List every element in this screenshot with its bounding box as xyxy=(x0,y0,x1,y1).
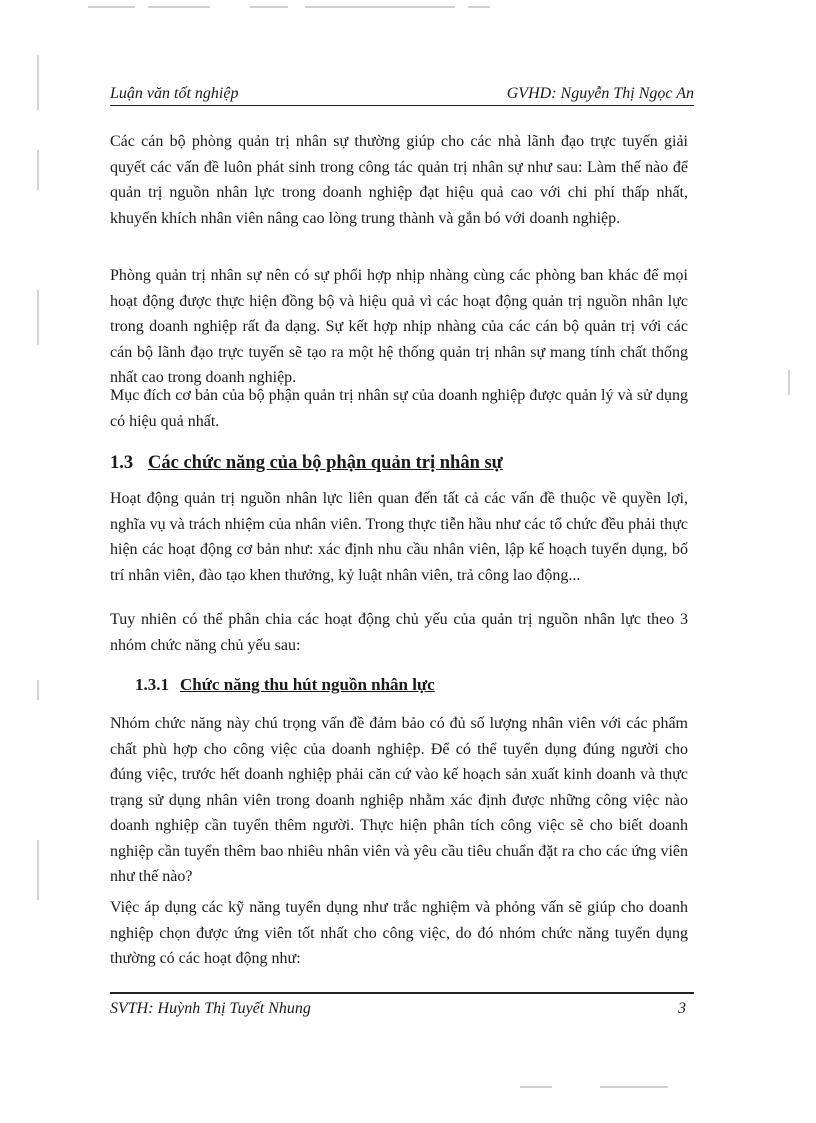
footer-author: SVTH: Huỳnh Thị Tuyết Nhung xyxy=(110,1000,311,1017)
page-number: 3 xyxy=(678,1000,686,1017)
page-header xyxy=(110,84,694,104)
header-divider xyxy=(110,105,694,106)
paragraph-1: Các cán bộ phòng quản trị nhân sự thường giúp cho các nhà lãnh đạo trực tuyến giải quyết các vấn đề luôn phát sinh trong công tác quản trị nhân sự như sau: Làm thế nào để quản trị nguồn nhân lực trong doanh nghiệp đạt hiệu quả cao với chi phí thấp nhất, khuyến khích nhân viên nâng cao lòng trung thành và gắn bó với doanh nghiệp. xyxy=(110,133,688,227)
section-title: Các chức năng của bộ phận quản trị nhân sự xyxy=(148,453,503,473)
subsection-number: 1.3.1 xyxy=(135,675,169,694)
paragraph-2: Phòng quản trị nhân sự nên có sự phối hợp nhịp nhàng cùng các phòng ban khác để mọi hoạt động được thực hiện đồng bộ và hiệu quả vì các hoạt động quản trị nguồn nhân lực trong doanh nghiệp rất đa dạng. Sự kết hợp nhịp nhàng của các cán bộ quản trị với các cán bộ lãnh đạo trực tuyến sẽ tạo ra một hệ thống quản trị nhân sự mang tính chất thống nhất cao trong doanh nghiệp. xyxy=(110,267,688,386)
page-footer xyxy=(110,999,686,1019)
paragraph-7: Việc áp dụng các kỹ năng tuyển dụng như trắc nghiệm và phỏng vấn sẽ giúp cho doanh nghiệp chọn được ứng viên tốt nhất cho công việc, do đó nhóm chức năng tuyển dụng thường có các hoạt động như: xyxy=(110,899,688,967)
paragraph-6: Nhóm chức năng này chú trọng vấn đề đảm bảo có đủ số lượng nhân viên với các phẩm chất phù hợp cho công việc của doanh nghiệp. Để có thể tuyển dụng đúng người cho đúng việc, trước hết doanh nghiệp phải căn cứ vào kế hoạch sản xuất kinh doanh và thực trạng sử dụng nhân viên trong doanh nghiệp nhằm xác định được những công việc nào doanh nghiệp cần tuyển thêm người. Thực hiện phân tích công việc sẽ cho biết doanh nghiệp cần tuyển thêm bao nhiêu nhân viên và yêu cầu tiêu chuẩn đặt ra cho các ứng viên như thế nào? xyxy=(110,715,688,885)
header-advisor: GVHD: Nguyễn Thị Ngọc An xyxy=(506,85,694,102)
subsection-heading-1-3-1 xyxy=(135,674,435,696)
section-heading-1-3 xyxy=(110,451,503,475)
footer-divider xyxy=(110,992,694,994)
paragraph-4: Hoạt động quản trị nguồn nhân lực liên quan đến tất cả các vấn đề thuộc về quyền lợi, nghĩa vụ và trách nhiệm của nhân viên. Trong thực tiễn hầu như các tổ chức đều phải thực hiện các hoạt động cơ bản như: xác định nhu cầu nhân viên, lập kế hoạch tuyển dụng, bố trí nhân viên, đào tạo khen thưởng, kỷ luật nhân viên, trả công lao động... xyxy=(110,490,688,584)
paragraph-3: Mục đích cơ bản của bộ phận quản trị nhân sự của doanh nghiệp được quản lý và sử dụng có hiệu quả nhất. xyxy=(110,387,688,430)
section-number: 1.3 xyxy=(110,453,134,473)
paragraph-5: Tuy nhiên có thể phân chia các hoạt động chủ yếu của quản trị nguồn nhân lực theo 3 nhóm chức năng chủ yếu sau: xyxy=(110,611,688,654)
subsection-title: Chức năng thu hút nguồn nhân lực xyxy=(180,675,435,694)
header-thesis-label: Luận văn tốt nghiệp xyxy=(110,85,239,102)
